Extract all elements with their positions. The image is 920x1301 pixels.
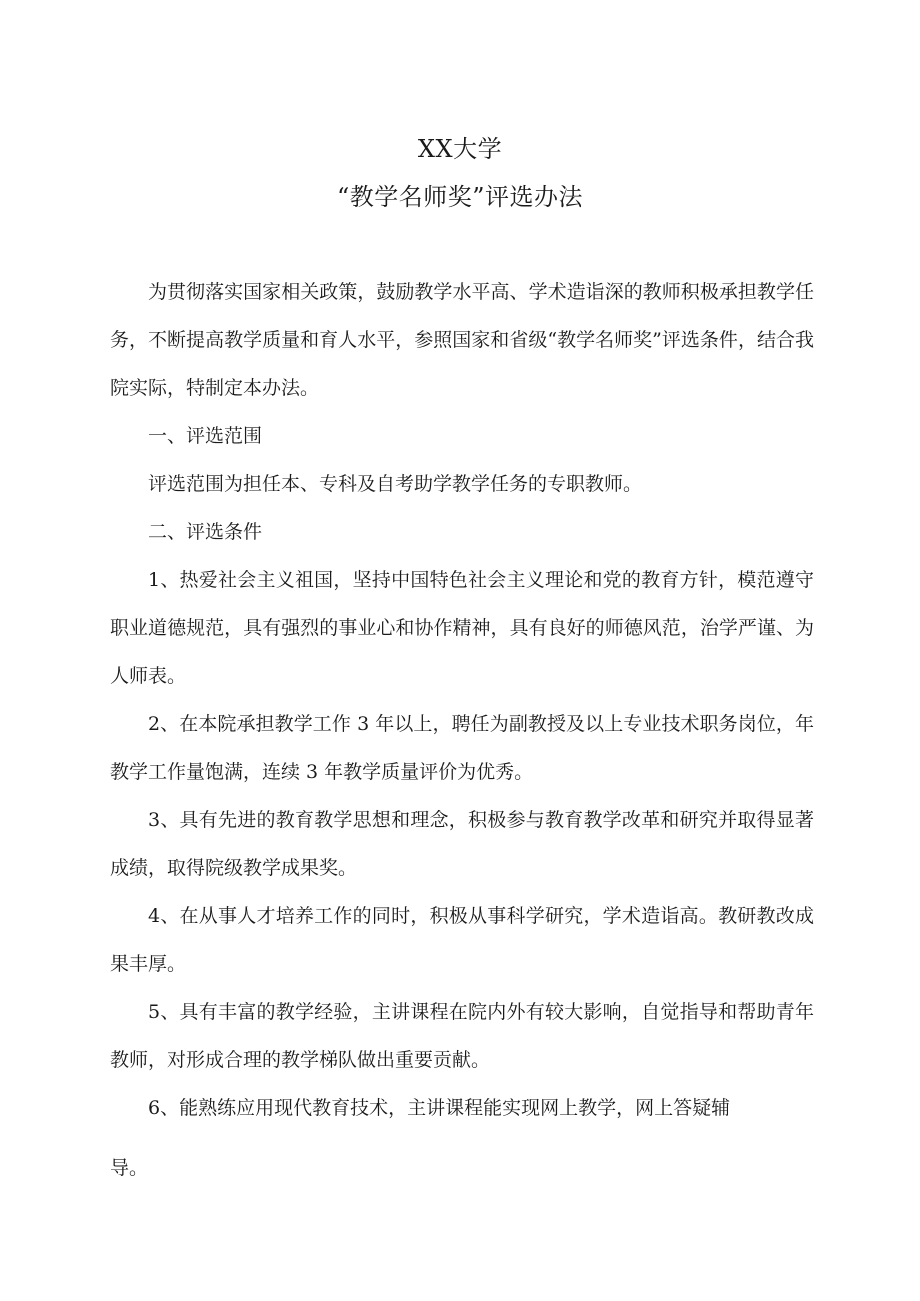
document-title: XX大学 bbox=[417, 135, 503, 163]
condition-item-2: 2、在本院承担教学工作 3 年以上，聘任为副教授及以上专业技术职务岗位，年教学工作量饱满，连续 3 年教学质量评价为优秀。 bbox=[110, 713, 814, 783]
section-scope-text: 评选范围为担任本、专科及自考助学教学任务的专职教师。 bbox=[148, 473, 643, 495]
section-heading-scope: 一、评选范围 bbox=[148, 425, 263, 447]
condition-item-3: 3、具有先进的教育教学思想和理念，积极参与教育教学改革和研究并取得显著成绩，取得院级教学成果奖。 bbox=[110, 809, 814, 879]
condition-item-1: 1、热爱社会主义祖国，坚持中国特色社会主义理论和党的教育方针，模范遵守职业道德规范，具有强烈的事业心和协作精神，具有良好的师德风范，治学严谨、为人师表。 bbox=[110, 569, 814, 687]
section-heading-conditions: 二、评选条件 bbox=[148, 521, 263, 543]
condition-item-6: 6、能熟练应用现代教育技术，主讲课程能实现网上教学，网上答疑辅 bbox=[148, 1097, 731, 1119]
condition-item-4: 4、在从事人才培养工作的同时，积极从事科学研究，学术造诣高。教研教改成果丰厚。 bbox=[110, 905, 814, 975]
condition-item-6-tail: 导。 bbox=[110, 1157, 149, 1179]
document-subtitle: “教学名师奖”评选办法 bbox=[336, 183, 584, 211]
intro-paragraph: 为贯彻落实国家相关政策，鼓励教学水平高、学术造诣深的教师积极承担教学任务，不断提高教学质量和育人水平，参照国家和省级“教学名师奖”评选条件，结合我院实际，特制定本办法。 bbox=[110, 281, 814, 399]
title-block bbox=[0, 132, 920, 214]
document-body bbox=[110, 268, 814, 1192]
condition-item-5: 5、具有丰富的教学经验，主讲课程在院内外有较大影响，自觉指导和帮助青年教师，对形成合理的教学梯队做出重要贡献。 bbox=[110, 1001, 814, 1071]
